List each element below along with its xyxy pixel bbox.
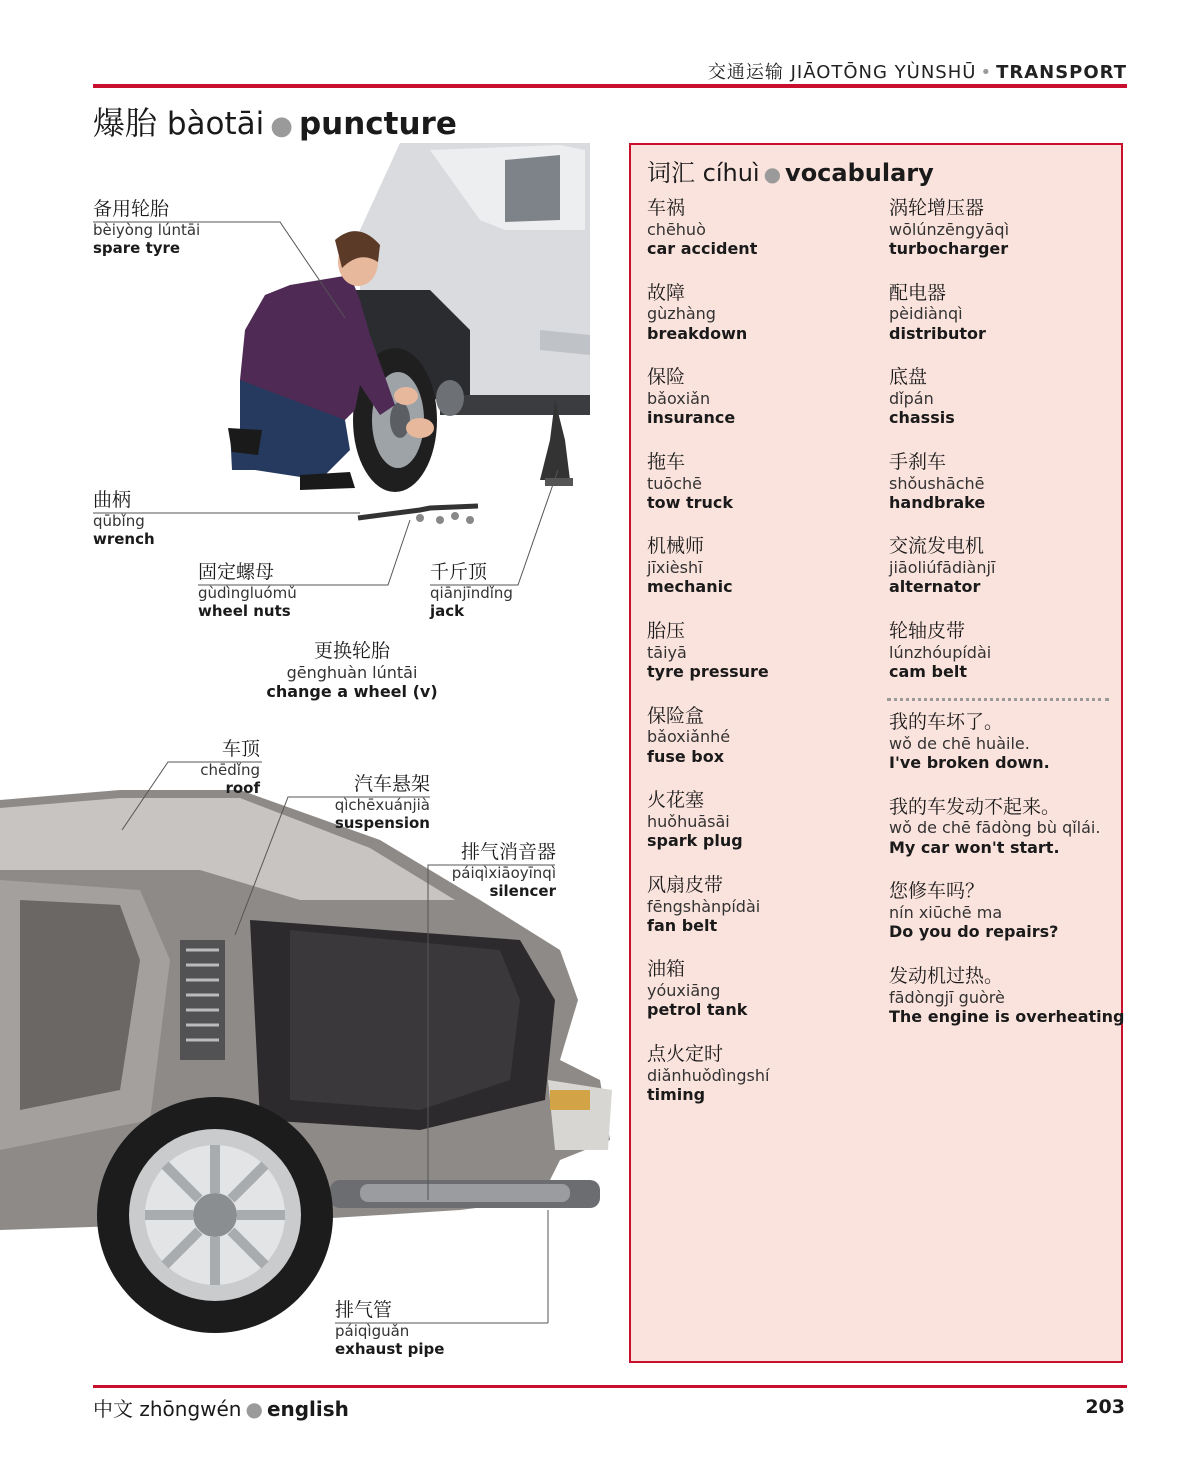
- label-pinyin: páiqìxiāoyīnqì: [451, 863, 556, 882]
- vocab-entry: [889, 451, 985, 512]
- label-pinyin: gùdìngluómǔ: [198, 583, 297, 602]
- vocab-title-pinyin: cíhuì: [702, 159, 760, 187]
- vocab-pinyin: shǒushāchē: [889, 473, 985, 493]
- vocab-entry: [647, 535, 733, 596]
- vocab-entry: [647, 451, 733, 512]
- vocab-zh: 机械师: [647, 535, 705, 558]
- separator-dot: •: [980, 62, 993, 83]
- vocab-pinyin: huǒhuāsāi: [647, 811, 730, 831]
- footer-en: english: [266, 1397, 349, 1421]
- label-zh: 更换轮胎: [313, 640, 390, 662]
- label-en: exhaust pipe: [335, 1339, 445, 1358]
- vocab-pinyin: wǒ de chē fādòng bù qǐlái.: [889, 818, 1101, 838]
- vocabulary-box: [629, 143, 1123, 1363]
- vocab-en: handbrake: [889, 492, 986, 512]
- vocab-pinyin: bǎoxiǎnhé: [647, 727, 731, 747]
- vocab-entry: [889, 711, 1050, 772]
- vocab-zh: 故障: [647, 281, 686, 304]
- title-pinyin: bàotāi: [166, 106, 265, 142]
- vocab-pinyin: wǒ de chē huàile.: [889, 733, 1030, 753]
- label-zh: 千斤顶: [430, 561, 488, 583]
- vocab-zh: 轮轴皮带: [889, 620, 966, 642]
- vocab-pinyin: nín xiūchē ma: [889, 902, 1003, 922]
- vocab-en: tyre pressure: [647, 661, 769, 681]
- vocab-zh: 火花塞: [647, 789, 705, 812]
- vocab-pinyin: tuōchē: [647, 473, 702, 493]
- title-zh: 爆胎: [93, 104, 158, 142]
- vocab-zh: 拖车: [647, 450, 686, 473]
- label-zh: 曲柄: [93, 489, 132, 511]
- vocab-pinyin: fēngshànpídài: [647, 896, 761, 916]
- vocab-zh: 胎压: [647, 620, 686, 642]
- vocab-entry: [647, 366, 735, 427]
- vocab-zh: 我的车发动不起来。: [889, 795, 1061, 818]
- separator-dot: ●: [245, 1397, 263, 1421]
- vocab-en: fan belt: [647, 915, 718, 935]
- label-en: silencer: [489, 881, 556, 900]
- vocab-zh: 保险盒: [647, 704, 705, 727]
- vocab-en: fuse box: [647, 746, 725, 766]
- vocab-en: Do you do repairs?: [889, 922, 1059, 942]
- vocab-pinyin: yóuxiāng: [647, 981, 721, 1001]
- label-en: jack: [430, 601, 465, 620]
- vocab-zh: 我的车坏了。: [889, 711, 1004, 733]
- label-change-wheel: [262, 640, 442, 701]
- label-zh: 排气管: [335, 1299, 393, 1321]
- vocab-en: breakdown: [647, 323, 748, 343]
- vocab-zh: 底盘: [889, 366, 928, 389]
- label-en: wheel nuts: [198, 601, 291, 620]
- vocab-zh: 手刹车: [889, 450, 947, 473]
- vocab-entry: [647, 789, 743, 850]
- wrench-and-nuts: [358, 506, 478, 524]
- vocab-pinyin: pèidiànqì: [889, 304, 963, 324]
- vocab-pinyin: gùzhàng: [647, 304, 716, 324]
- vocab-en: timing: [647, 1084, 706, 1104]
- label-suspension: [300, 773, 430, 832]
- label-exhaust-pipe: [335, 1299, 444, 1358]
- vocab-en: The engine is overheating: [889, 1006, 1125, 1026]
- bottom-rule: [93, 1385, 1127, 1388]
- vocab-pinyin: wōlúnzēngyāqì: [889, 219, 1010, 239]
- label-en: roof: [225, 778, 260, 797]
- label-pinyin: qiānjīndǐng: [430, 583, 513, 602]
- vocab-en: cam belt: [889, 661, 967, 681]
- label-zh: 排气消音器: [460, 841, 556, 863]
- label-pinyin: qìchēxuánjià: [334, 795, 430, 814]
- vocab-zh: 点火定时: [647, 1043, 724, 1065]
- vocab-entry: [889, 282, 986, 343]
- vocab-pinyin: jiāoliúfādiànjī: [889, 558, 996, 578]
- label-spare-tyre: [93, 198, 200, 257]
- label-en: wrench: [93, 529, 155, 548]
- vocab-entry: [647, 874, 760, 935]
- vocab-en: tow truck: [647, 492, 734, 512]
- vocab-pinyin: fādòngjī guòrè: [889, 987, 1005, 1007]
- running-header: [708, 58, 1127, 84]
- vocab-zh: 您修车吗？: [889, 880, 985, 903]
- vocabulary-title: [647, 153, 934, 188]
- vocab-zh: 车祸: [647, 197, 686, 219]
- section-en: TRANSPORT: [996, 62, 1127, 83]
- section-zh: 交通运输: [707, 62, 784, 83]
- label-zh: 固定螺母: [198, 561, 275, 583]
- footer-language: [93, 1393, 349, 1422]
- vocab-pinyin: lúnzhóupídài: [889, 642, 992, 662]
- vocab-pinyin: dǐpán: [889, 388, 934, 408]
- label-wheel-nuts: [198, 561, 297, 620]
- vocab-zh: 风扇皮带: [647, 873, 724, 896]
- section-pinyin: JIĀOTŌNG YÙNSHŪ: [790, 62, 977, 83]
- label-pinyin: gēnghuàn lúntāi: [286, 662, 418, 682]
- vocab-zh: 交流发电机: [889, 535, 985, 558]
- label-roof: [160, 738, 260, 797]
- vocab-entry: [889, 366, 955, 427]
- vocab-zh: 保险: [647, 366, 686, 389]
- label-silencer: [420, 841, 556, 900]
- vocab-en: distributor: [889, 323, 986, 343]
- dotted-divider: [887, 698, 1109, 701]
- vocab-entry: [889, 965, 1124, 1026]
- vocab-zh: 配电器: [889, 281, 947, 304]
- label-zh: 备用轮胎: [93, 198, 170, 220]
- vocab-entry: [647, 1043, 769, 1104]
- vocab-entry: [889, 535, 995, 596]
- vocab-entry: [889, 197, 1009, 258]
- vocab-entry: [889, 796, 1100, 857]
- vocab-entry: [647, 958, 747, 1019]
- vocab-pinyin: jīxièshī: [647, 558, 703, 578]
- vocab-entry: [889, 880, 1058, 941]
- vocab-entry: [647, 282, 747, 343]
- vocab-en: car accident: [647, 238, 758, 258]
- vocab-pinyin: diǎnhuǒdìngshí: [647, 1065, 770, 1085]
- vocab-title-en: vocabulary: [785, 159, 934, 187]
- footer-zh: 中文: [93, 1397, 133, 1421]
- separator-dot: ●: [270, 111, 293, 141]
- vocab-zh: 涡轮增压器: [889, 197, 985, 219]
- label-en: suspension: [334, 813, 430, 832]
- vocab-pinyin: tāiyā: [647, 642, 687, 662]
- vocab-zh: 油箱: [647, 958, 686, 981]
- vocab-en: alternator: [889, 577, 981, 597]
- label-en: spare tyre: [93, 238, 181, 257]
- vocab-en: mechanic: [647, 577, 733, 597]
- page-number: 203: [1085, 1396, 1125, 1418]
- vocab-en: My car won't start.: [889, 837, 1060, 857]
- label-pinyin: bèiyòng lúntāi: [93, 220, 201, 239]
- label-zh: 车顶: [221, 738, 260, 760]
- vocab-pinyin: bǎoxiǎn: [647, 388, 711, 408]
- label-jack: [430, 561, 513, 620]
- vocab-title-zh: 词汇: [647, 159, 695, 187]
- vocab-entry: [647, 197, 757, 258]
- separator-dot: ●: [763, 162, 782, 186]
- vocab-entry: [889, 620, 991, 681]
- vocab-pinyin: chēhuò: [647, 219, 706, 239]
- vocab-zh: 发动机过热。: [889, 964, 1004, 987]
- vocab-en: spark plug: [647, 831, 743, 851]
- vocab-entry: [647, 705, 730, 766]
- label-zh: 汽车悬架: [353, 773, 430, 795]
- title-en: puncture: [298, 106, 457, 142]
- label-en: change a wheel (v): [266, 681, 438, 701]
- vocab-en: petrol tank: [647, 1000, 748, 1020]
- vocab-en: chassis: [889, 408, 955, 428]
- label-pinyin: páiqìguǎn: [335, 1321, 410, 1340]
- vocab-entry: [647, 620, 769, 681]
- label-pinyin: chēdǐng: [200, 760, 260, 779]
- label-pinyin: qūbǐng: [93, 511, 145, 530]
- cutaway-wheel: [97, 1097, 333, 1333]
- vocab-en: I've broken down.: [889, 752, 1050, 772]
- vocab-en: insurance: [647, 408, 736, 428]
- vocab-en: turbocharger: [889, 238, 1009, 258]
- footer-pinyin: zhōngwén: [139, 1397, 242, 1421]
- label-wrench: [93, 489, 155, 548]
